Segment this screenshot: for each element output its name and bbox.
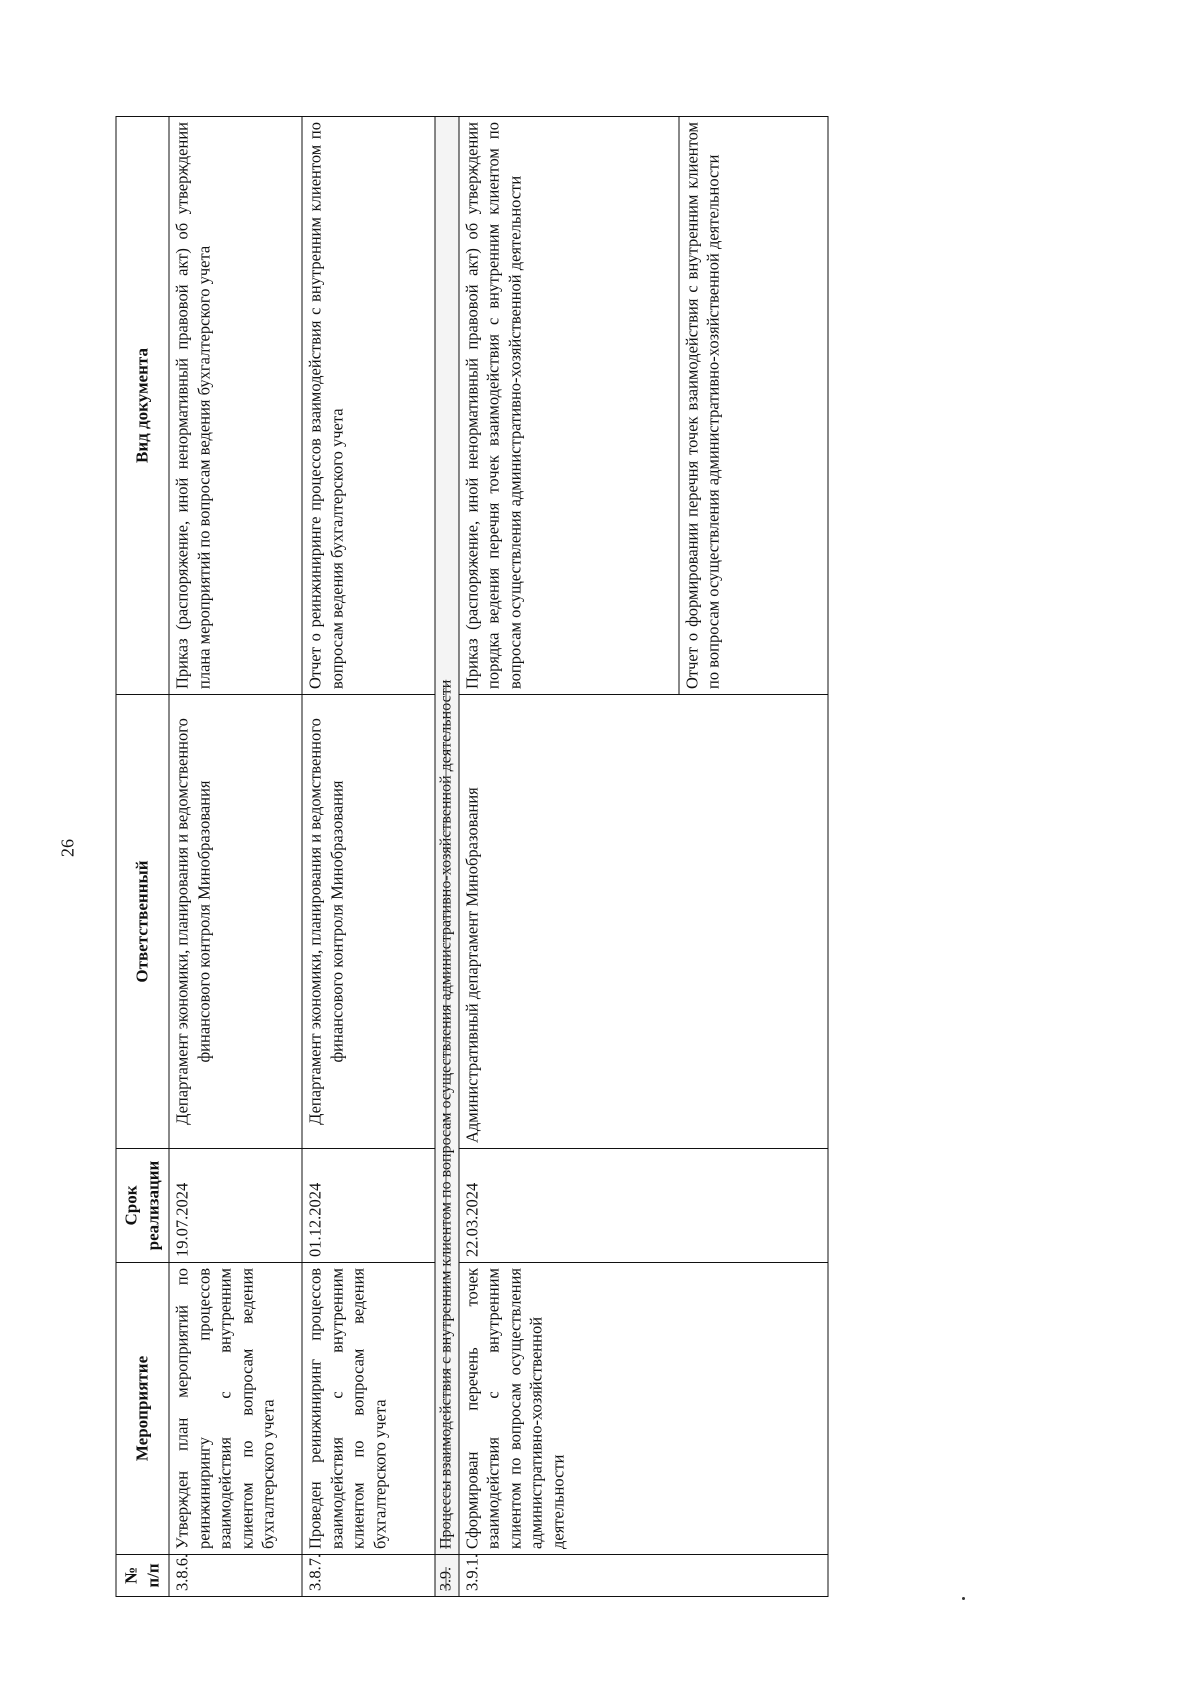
header-deadline: Срок реализации <box>116 1149 169 1263</box>
section-num: 3.9. <box>435 1555 459 1597</box>
measures-table <box>115 116 828 1597</box>
row-doc-type: Приказ (распоряжение, иной ненормативный правовой акт) об утверждении плана мероприятий по вопросам ведения бухгалтерского учета <box>169 117 302 695</box>
row-deadline: 01.12.2024 <box>302 1149 435 1263</box>
row-doc-type: Приказ (распоряжение, иной ненормативный правовой акт) об утверждении порядка ведения перечня точек взаимодействия с внутренним клиентом по вопросам осуществления административно-хозяйственной деятельности <box>458 117 678 695</box>
section-title: Процессы взаимодействия с внутренним клиентом по вопросам осуществления административно-хозяйственной деятельности <box>435 117 459 1555</box>
row-num: 3.8.7. <box>302 1555 435 1597</box>
header-event: Мероприятие <box>116 1263 169 1555</box>
row-event: Проведен реинжиниринг процессов взаимодействия с внутренним клиентом по вопросам ведения бухгалтерского учета <box>302 1263 435 1555</box>
table-rotated-wrapper <box>115 117 822 1597</box>
section-row <box>435 117 459 1597</box>
table-row <box>302 117 435 1597</box>
scan-speck <box>962 1597 965 1600</box>
table-header-row <box>116 117 169 1597</box>
row-num: 3.8.6. <box>169 1555 302 1597</box>
row-event: Утвержден план мероприятий по реинжинирингу процессов взаимодействия с внутренним клиентом по вопросам ведения бухгалтерского учета <box>169 1263 302 1555</box>
header-doc-type: Вид документа <box>116 117 169 695</box>
row-event: Сформирован перечень точек взаимодействия с внутренним клиентом по вопросам осуществления административно-хозяйственной деятельности <box>458 1263 827 1555</box>
row-responsible: Департамент экономики, планирования и ведомственного финансового контроля Минобразования <box>302 695 435 1149</box>
table-row <box>169 117 302 1597</box>
table-container <box>115 117 822 1597</box>
header-num: № п/п <box>116 1555 169 1597</box>
table-row <box>458 117 678 1597</box>
row-deadline: 19.07.2024 <box>169 1149 302 1263</box>
row-doc-type: Отчет о реинжиниринге процессов взаимодействия с внутренним клиентом по вопросам ведения бухгалтерского учета <box>302 117 435 695</box>
row-doc-type: Отчет о формировании перечня точек взаимодействия с внутренним клиентом по вопросам осуществления административно-хозяйственной деятельности <box>678 117 827 695</box>
row-num: 3.9.1. <box>458 1555 827 1597</box>
row-responsible: Административный департамент Минобразования <box>458 695 827 1149</box>
header-responsible: Ответственный <box>116 695 169 1149</box>
page-number: 26 <box>57 839 78 857</box>
row-responsible: Департамент экономики, планирования и ведомственного финансового контроля Минобразования <box>169 695 302 1149</box>
row-deadline: 22.03.2024 <box>458 1149 827 1263</box>
